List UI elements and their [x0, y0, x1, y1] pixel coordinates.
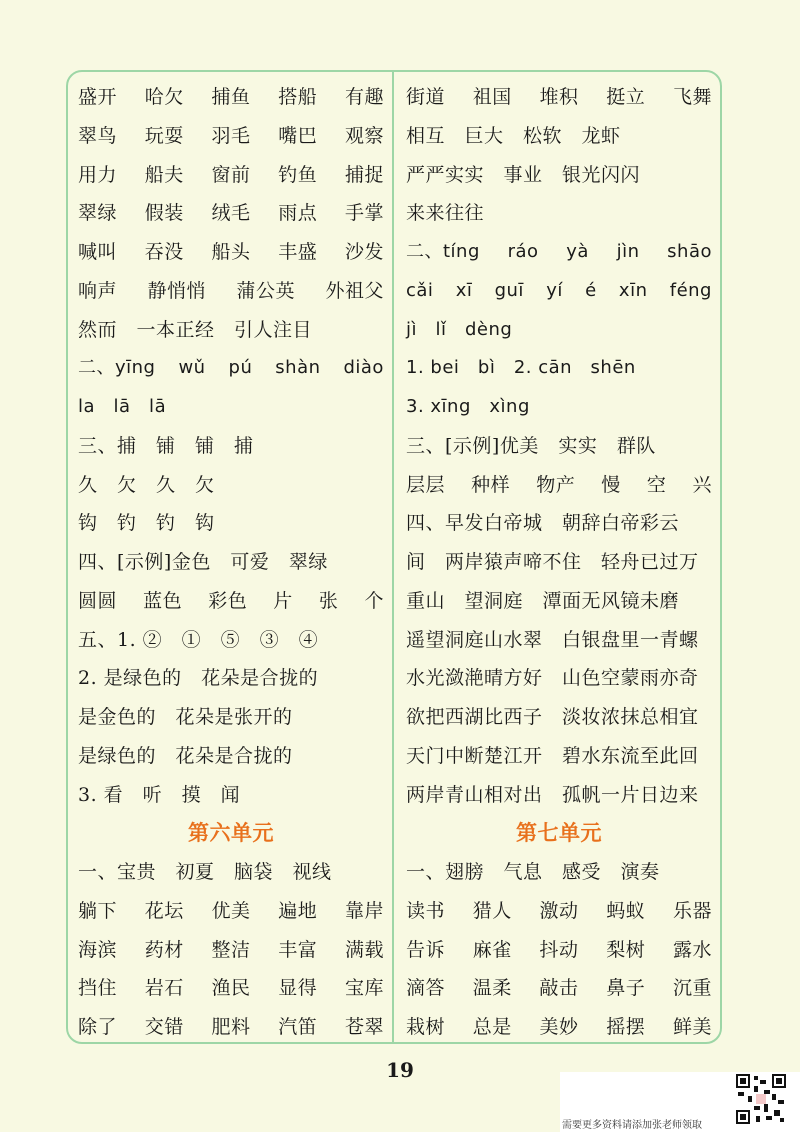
answer-word: 捕鱼 — [211, 86, 251, 108]
answer-word: 蒲公英 — [236, 279, 295, 302]
answer-word: 鲜美 — [672, 1016, 712, 1038]
answer-word: 靠岸 — [344, 899, 384, 922]
answer-line: 久 欠 久 欠 — [78, 473, 215, 496]
answer-word: 药材 — [144, 938, 184, 961]
answer-word: 显得 — [278, 977, 318, 1000]
answer-word: 摇摆 — [606, 1016, 646, 1038]
answer-line: 五、1. ② ① ⑤ ③ ④ — [78, 628, 319, 651]
answer-word: 汽笛 — [278, 1016, 318, 1038]
answer-word: 街道 — [406, 86, 446, 108]
answer-word: 静悄悄 — [147, 279, 206, 302]
answer-word: 祖国 — [472, 86, 512, 108]
answer-word: 哈欠 — [144, 86, 184, 108]
answer-word: 盛开 — [78, 86, 118, 108]
answer-line — [406, 969, 712, 1008]
answer-word: 外祖父 — [325, 279, 384, 302]
answer-word: 猎人 — [472, 899, 512, 922]
answer-line — [406, 931, 712, 970]
answer-line: 三、捕 铺 铺 捕 — [78, 434, 254, 457]
answer-word: 彩色 — [208, 589, 248, 612]
answer-word: 有趣 — [344, 86, 384, 108]
answer-line — [78, 349, 384, 388]
answer-word: 层层 — [406, 473, 446, 496]
answer-word: 二、yīng — [78, 357, 156, 379]
answer-word: 满载 — [344, 938, 384, 961]
answer-line: 3. 看 听 摸 闻 — [78, 783, 241, 806]
answer-word: 喊叫 — [78, 241, 118, 263]
answer-word: 圆圆 — [78, 589, 118, 612]
answer-word: guī — [494, 279, 524, 301]
answer-line — [78, 969, 384, 1008]
answer-word: 翠鸟 — [78, 124, 118, 147]
answer-word: xīn — [618, 279, 648, 301]
answer-word: 片 — [273, 589, 293, 612]
answer-word: 美妙 — [539, 1016, 579, 1038]
answer-word: 丰盛 — [278, 241, 318, 263]
answer-line — [78, 233, 384, 272]
answer-word: 假装 — [144, 202, 184, 225]
unit-heading: 第六单元 — [188, 821, 274, 846]
answer-word: 沙发 — [344, 241, 384, 263]
answer-word: 岩石 — [144, 977, 184, 1000]
page-number: 19 — [386, 1058, 414, 1082]
answer-line — [78, 156, 384, 195]
answer-word: 海滨 — [78, 938, 118, 961]
answer-word: 遍地 — [278, 899, 318, 922]
answer-word: é — [585, 279, 597, 301]
answer-word: 搭船 — [278, 86, 318, 108]
answer-line — [406, 466, 712, 505]
answer-word: 捕捉 — [344, 163, 384, 186]
answer-line: 两岸青山相对出 孤帆一片日边来 — [406, 783, 699, 806]
answer-word: 梨树 — [606, 938, 646, 961]
answer-word: 鼻子 — [606, 977, 646, 1000]
answer-line: 严严实实 事业 银光闪闪 — [406, 163, 641, 186]
column-divider — [392, 72, 394, 1042]
answer-word: cǎi — [406, 279, 434, 301]
answer-word: jìn — [616, 241, 640, 262]
answer-word: 交错 — [144, 1016, 184, 1038]
answer-word: shāo — [667, 241, 712, 262]
answer-line — [406, 233, 712, 272]
answer-word: 温柔 — [472, 977, 512, 1000]
answer-line — [78, 582, 384, 621]
answer-word: 空 — [646, 473, 667, 496]
answer-word: féng — [669, 279, 712, 301]
answer-word: 雨点 — [278, 202, 318, 225]
answer-line: 重山 望洞庭 潭面无风镜未磨 — [406, 589, 680, 612]
answer-word: 苍翠 — [344, 1016, 384, 1038]
answer-word: 用力 — [78, 163, 118, 186]
answer-line: 三、[示例]优美 实实 群队 — [406, 434, 656, 457]
answer-word: 慢 — [601, 473, 621, 496]
answer-line — [78, 931, 384, 970]
answer-word: 玩耍 — [144, 124, 184, 147]
answer-line: 来来往往 — [406, 202, 485, 225]
answer-word: 绒毛 — [211, 202, 251, 225]
answer-line — [406, 272, 712, 311]
answer-word: 肥料 — [211, 1016, 251, 1038]
answer-word: 抖动 — [539, 938, 579, 961]
answer-line — [406, 78, 712, 117]
answer-line — [78, 1008, 384, 1047]
answer-word: 蓝色 — [143, 589, 183, 612]
answer-line: 然而 一本正经 引人注目 — [78, 318, 313, 341]
answer-word: 挺立 — [606, 86, 646, 108]
answer-word: 栽树 — [406, 1016, 446, 1038]
answer-word: 物产 — [536, 473, 576, 496]
answer-word: 渔民 — [211, 977, 251, 1000]
answer-word: 响声 — [78, 279, 118, 302]
answer-line: 是金色的 花朵是张开的 — [78, 706, 293, 728]
answer-word: wǔ — [178, 357, 206, 379]
answer-word: 激动 — [539, 899, 579, 922]
answer-line — [78, 78, 384, 117]
answer-word: 堆积 — [539, 86, 579, 108]
answer-line: 水光潋滟晴方好 山色空蒙雨亦奇 — [406, 667, 699, 690]
answer-word: 船夫 — [144, 163, 184, 186]
answer-word: pú — [228, 357, 253, 379]
answer-line: 四、[示例]金色 可爱 翠绿 — [78, 551, 328, 573]
answer-line — [406, 892, 712, 931]
answer-word: 个 — [364, 589, 384, 612]
answer-word: 飞舞 — [672, 86, 712, 108]
answer-word: yí — [546, 279, 563, 301]
answer-word: 兴 — [692, 473, 712, 496]
answer-word: 读书 — [406, 899, 446, 922]
answer-word: 整洁 — [211, 938, 251, 961]
answer-line: 1. bei bì 2. cān shēn — [406, 357, 636, 379]
answer-word: 优美 — [211, 899, 251, 922]
answer-line: 遥望洞庭山水翠 白银盘里一青螺 — [406, 628, 699, 651]
answer-line: 3. xīng xìng — [406, 396, 530, 417]
answer-line — [406, 1008, 712, 1047]
answer-word: 船头 — [211, 241, 251, 263]
answer-word: 麻雀 — [472, 938, 512, 961]
answer-word: 二、tíng — [406, 241, 480, 262]
answer-line: 一、翅膀 气息 感受 演奏 — [406, 861, 660, 883]
answer-line: 是绿色的 花朵是合拢的 — [78, 744, 293, 767]
footer-note: 需要更多资料请添加张老师领取 — [562, 1120, 702, 1131]
answer-word: 钓鱼 — [278, 163, 318, 186]
answer-line: 钩 钓 钓 钩 — [78, 512, 215, 535]
answer-word: xī — [455, 279, 473, 301]
answer-word: 除了 — [78, 1016, 118, 1038]
answer-line — [78, 117, 384, 156]
answer-word: 敲击 — [539, 977, 579, 1000]
answer-word: 观察 — [344, 124, 384, 147]
answer-line: 相互 巨大 松软 龙虾 — [406, 124, 621, 147]
answer-word: 沉重 — [672, 977, 712, 1000]
answer-word: diào — [343, 357, 384, 379]
answer-word: 乐器 — [672, 899, 712, 922]
answer-line — [78, 272, 384, 311]
answer-word: 露水 — [672, 938, 712, 961]
answer-line: 2. 是绿色的 花朵是合拢的 — [78, 667, 319, 690]
answer-word: 告诉 — [406, 938, 446, 961]
answer-word: shàn — [275, 357, 321, 379]
answer-word: 窗前 — [211, 163, 251, 186]
answer-word: 手掌 — [344, 202, 384, 225]
answer-word: yà — [566, 241, 589, 262]
answer-line — [78, 892, 384, 931]
right-column — [406, 78, 712, 1047]
answer-word: 种样 — [471, 473, 511, 496]
answer-line: 四、早发白帝城 朝辞白帝彩云 — [406, 512, 680, 535]
answer-word: 嘴巴 — [278, 124, 318, 147]
answer-word: 宝库 — [344, 977, 384, 1000]
left-column — [78, 78, 384, 1047]
answer-word: ráo — [507, 241, 539, 262]
answer-line: 一、宝贵 初夏 脑袋 视线 — [78, 861, 332, 883]
answer-line: jì lǐ dèng — [406, 318, 513, 340]
answer-word: 挡住 — [78, 977, 118, 1000]
answer-line — [78, 194, 384, 233]
answer-word: 总是 — [472, 1016, 512, 1038]
answer-word: 蚂蚁 — [606, 899, 646, 922]
answer-line: 欲把西湖比西子 淡妆浓抹总相宜 — [406, 706, 699, 728]
answer-word: 羽毛 — [211, 124, 251, 147]
answer-line: 天门中断楚江开 碧水东流至此回 — [406, 744, 699, 767]
answer-word: 躺下 — [78, 899, 118, 922]
answer-word: 吞没 — [144, 241, 184, 263]
answer-word: 丰富 — [278, 938, 318, 961]
answer-word: 张 — [318, 589, 339, 612]
answer-line: 间 两岸猿声啼不住 轻舟已过万 — [406, 551, 699, 573]
answer-word: 滴答 — [406, 977, 446, 1000]
answer-line: la lā lā — [78, 396, 167, 417]
answer-word: 花坛 — [144, 899, 184, 922]
answer-word: 翠绿 — [78, 202, 118, 225]
unit-heading: 第七单元 — [516, 821, 602, 846]
